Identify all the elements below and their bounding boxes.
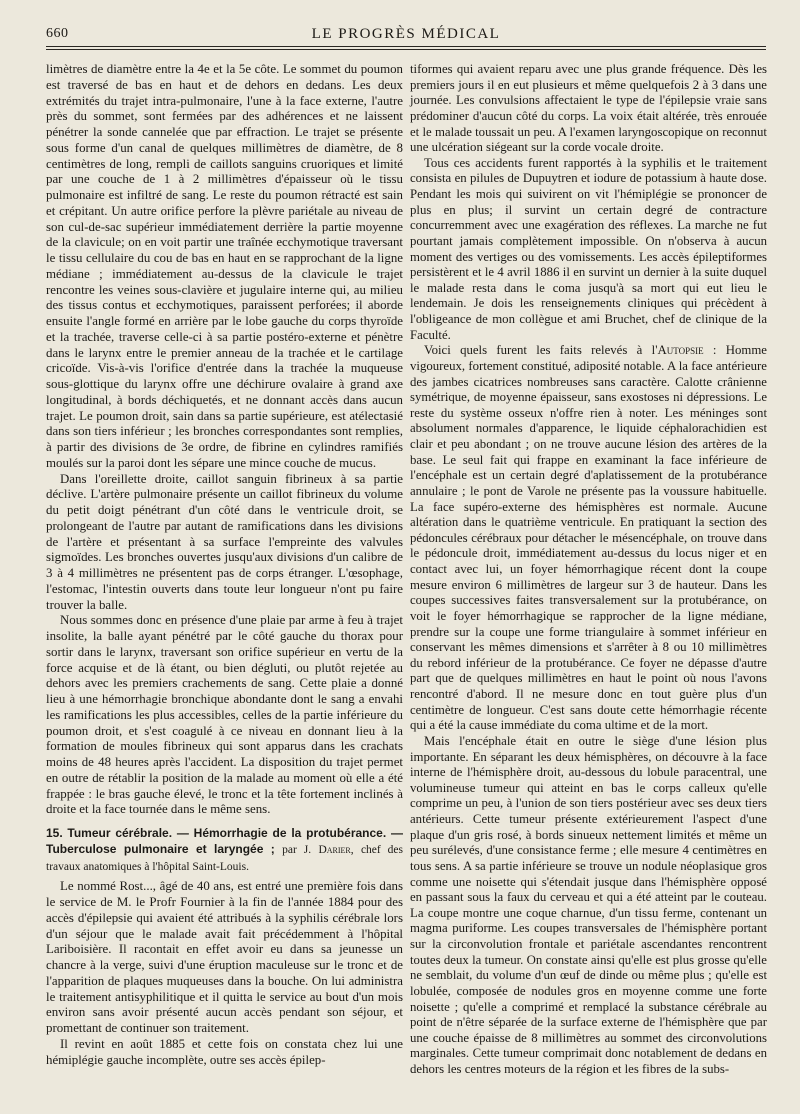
paragraph: tiformes qui avaient reparu avec une plus grande fréquence. Dès les premiers jours il en eut plusieurs et même quelquefois 2 à 3 dans une journée. Les convulsions affectaient le type de l'épilepsie vraie sans prédominer d'aucun côté du corps. La voix était altérée, très enrouée et le malade toussait un peu. A l'examen laryngoscopique on reconnut une ulcération siégeant sur la corde vocale droite.	[410, 62, 767, 155]
page-number: 660	[46, 26, 69, 41]
heading-number: 15.	[46, 826, 63, 840]
autopsy-label: Autopsie	[657, 343, 704, 358]
heading-title: Tumeur cérébrale. — Hémorrhagie de la protubérance. — Tuberculose pulmonaire et laryngée ;	[46, 826, 403, 856]
right-column	[410, 62, 767, 1078]
paragraph: Tous ces accidents furent rapportés à la syphilis et le traitement consista en pilules de Dupuytren et iodure de potassium à haute dose. Pendant les mois qui suivirent on vit l'hémiplégie se prononcer de plus en plus; il survint un certain degré de contracture concurremment avec une exagération des réflexes. La marche ne fut pourtant jamais complètement impossible. On n'observa à aucun moment des vertiges ou des vomissements. Les accès épileptiformes persistèrent et le 4 avril 1886 il en survint un dernier à la suite duquel le malade resta dans le coma jusqu'à sa mort qui eut lieu le lendemain. Je dois les renseignements cliniques qui précèdent à l'obligeance de mon collègue et ami Bruchet, chef de clinique de la Faculté.	[410, 155, 767, 342]
left-column	[46, 62, 403, 1068]
header-rule	[46, 46, 766, 47]
paragraph: Dans l'oreillette droite, caillot sanguin fibrineux à sa partie déclive. L'artère pulmonaire présente un caillot fibrineux du volume du petit doigt pénétrant d'un côté dans le ventricule droit, se prolongeant de l'autre par autant de ramifications dans les divisions de l'artère et présentant à sa surface l'empreinte des valvules sigmoïdes. Les bronches ouvertes jusqu'aux divisions d'un calibre de 3 à 4 millimètres ne présentent pas de corps étranger. L'œsophage, l'estomac, l'intestin ouverts dans toute leur longueur n'ont pu faire trouver la balle.	[46, 471, 403, 612]
paragraph: Nous sommes donc en présence d'une plaie par arme à feu à trajet insolite, la balle ayant pénétré par le côté gauche du thorax pour sortir dans le larynx, traversant son orifice supérieur en vertu de la force acquise et de là étant, ou bien dégluti, ou plutôt rejetée au dehors avec les premiers crachements de sang. Cette plaie a donné lieu à une hémorrhagie bronchique abondante dont le sang a envahi les ramifications les plus accessibles, celles de la partie inférieure du poumon droit, et s'est coagulé à ce niveau en donnant lieu à la formation de moules fibrineux qui sont apparus dans les crachats moins de 48 heures après l'accident. La disposition du trajet permet en outre de rétablir la position de la malade au moment où elle a été frappée : le bras gauche élevé, le tronc et la tête fortement inclinés à droite et la face tournée dans le même sens.	[46, 613, 403, 817]
section-heading	[46, 826, 403, 875]
paragraph: Mais l'encéphale était en outre le siège d'une lésion plus importante. En séparant les deux hémisphères, on découvre à la face interne de l'hémisphère droit, au-dessous du lobule paracentral, une volumineuse tumeur qui atteint en bas le corps calleux qu'elle comprime un peu, à l'union de son tiers postérieur avec ses deux tiers antérieurs. Cette tumeur présente extérieurement l'aspect d'une plaque d'un gris rosé, à bords sinueux nettement limités et même un peu surélevés, d'une consistance ferme ; elle mesure 4 centimètres en tous sens. A sa partie inférieure se trouve un nodule néoplasique gros comme une noisette qui s'étendait jusque dans l'hémisphère opposé en passant sous la faux du cerveau et qui a été atteint par le couteau. La coupe montre une coque charnue, d'un tissu ferme, contenant un magma puriforme. Les coupes transversales de l'hémisphère portant sur la circonvolution frontale et pariétale ascendantes rencontrent toutes deux la tumeur. On constate ainsi qu'elle est plus grosse qu'elle ne semblait, du volume d'un œuf de dinde ou même plus ; qu'elle est lobulée, composée de nodules gros en moyenne comme une forte noisette ; qu'elle a comprimé et remplacé la substance cérébrale au point de n'être séparée de la surface externe de l'hémisphère que par une couche épaisse de 8 millimètres au sommet des circonvolutions marginales. Cette tumeur comprimait donc notablement de dedans en dehors les centres moteurs de la région et les fibres de la subs-	[410, 733, 767, 1076]
paragraph	[410, 343, 767, 734]
spacer	[46, 818, 403, 826]
running-head: LE PROGRÈS MÉDICAL	[311, 26, 501, 42]
heading-author-prefix: par J.	[282, 843, 312, 856]
paragraph: limètres de diamètre entre la 4e et la 5e côte. Le sommet du poumon est traversé de bas en haut et de dehors en dedans. Les deux extrémités du trajet intra-pulmonaire, l'une à la face externe, l'autre près du sommet, sont fermées par des adhérences et ne laissent pénétrer la sonde cannelée que par effraction. Le trajet se présente sous forme d'un canal de quelques millimètres de diamètre, de 8 centimètres de long, rempli de caillots sanguins cruoriques et limité par une couche de 1 à 2 millimètres d'épaisseur où le tissu pulmonaire est infiltré de sang. Le reste du poumon rétracté est sain et crépitant. Un autre orifice perfore la plèvre pariétale au niveau de son cul-de-sac supérieur immédiatement derrière la partie moyenne de la clavicule; on en voit partir une traînée ecchymotique traversant le tissu cellulaire du cou de bas en haut en se rapprochant de la ligne médiane ; immédiatement au-dessus de la clavicule le trajet rencontre les veines sous-clavière et jugulaire interne qui, au milieu des tissus contus et ecchymotiques, paraissent perforées; il aborde ensuite l'angle formé en arrière par le lobe gauche du corps thyroïde et la trachée, traverse celle-ci à sa partie postéro-externe et pénètre dans le larynx entre le premier anneau de la trachée et le cartilage cricoïde. Vis-à-vis l'orifice d'entrée dans la trachée la muqueuse sous-glottique du larynx offre une déchirure ovalaire à grand axe longitudinal, à bords déchiquetés, et ne donnant accès dans aucun trajet. Le poumon droit, sain dans sa partie supérieure, est atélectasié dans son tiers inférieur ; les bronches correspondantes sont remplies, à partir des divisions de 3e ordre, de fibrine en cylindres ramifiés moulés sur la paroi dont les sépare une mince couche de mucus.	[46, 62, 403, 470]
page-header	[46, 26, 766, 48]
autopsy-text: : Homme vigoureux, fortement constitué, adiposité notable. A la face antérieure des jambes cicatrices nombreuses sans caractère. Calotte crânienne symétrique, de moyenne épaisseur, sans exostoses ni dépressions. Le reste du système osseux n'offre rien à noter. Les méninges sont absolument normales d'apparence, le liquide céphalorachidien est clair et peu abondant ; on ne trouve aucune lésion des artères de la base. Le seul fait qui frappe en examinant la face inférieure de l'encéphale est un certain degré d'aplatissement de la protubérance annulaire ; le pont de Varole ne présente pas la voussure habituelle. La face supéro-externe des hémisphères est normale. Aucune altération dans le quatrième ventricule. En pratiquant la section des pédoncules cérébraux pour détacher le mésencéphale, on trouve dans le pédoncule droit, immédiatement au-dessus du locus niger et en contact avec lui, un foyer hémorrhagique récent dont la coupe mesure environ 6 millimètres de largeur sur 3 de hauteur. Dans les coupes successives faites transversalement sur la protubérance, on voit le foyer hémorrhagique se rapprocher de la ligne médiane, prendre sur la coupe une forme triangulaire à sommet inférieur en conservant les mêmes dimensions et s'arrêter à 8 ou 10 millimètres du rebord inférieur de la protubérance. Ce foyer ne dépasse d'autre part que de quelques millimètres en haut le point où nous l'avons rencontré d'abord. Il ne mesure donc en tout guère plus d'un centimètre de longueur. C'est sans doute cette hémorrhagie récente qui a été la cause immédiate du coma ultime et de la mort.	[410, 343, 767, 733]
heading-affiliation: chef des travaux anatomiques à l'hôpital Saint-Louis.	[46, 843, 404, 873]
heading-author: Darier,	[318, 843, 354, 856]
paragraph: Il revint en août 1885 et cette fois on constata chez lui une hémiplégie gauche incomplète, outre ses accès épilep-	[46, 1036, 403, 1067]
header-rule-double	[46, 49, 766, 50]
autopsy-lead: Voici quels furent les faits relevés à l'	[424, 343, 658, 358]
paragraph: Le nommé Rost..., âgé de 40 ans, est entré une première fois dans le service de M. le Profr Fournier à la fin de l'année 1884 pour des accès d'épilepsie qui avaient été attribués à la syphilis cérébrale lors d'un séjour que le malade avait fait précédemment à l'hôpital Lariboisière. Il racontait en effet avoir eu dans sa jeunesse un chancre à la verge, suivi d'une éruption maculeuse sur le tronc et de l'apparition de plaques muqueuses dans la bouche. On lui administra le traitement antisyphilitique et il quitta le service au bout d'un mois environ sans avoir présenté aucun accès pendant son séjour, et promettant de continuer son traitement.	[46, 879, 403, 1035]
